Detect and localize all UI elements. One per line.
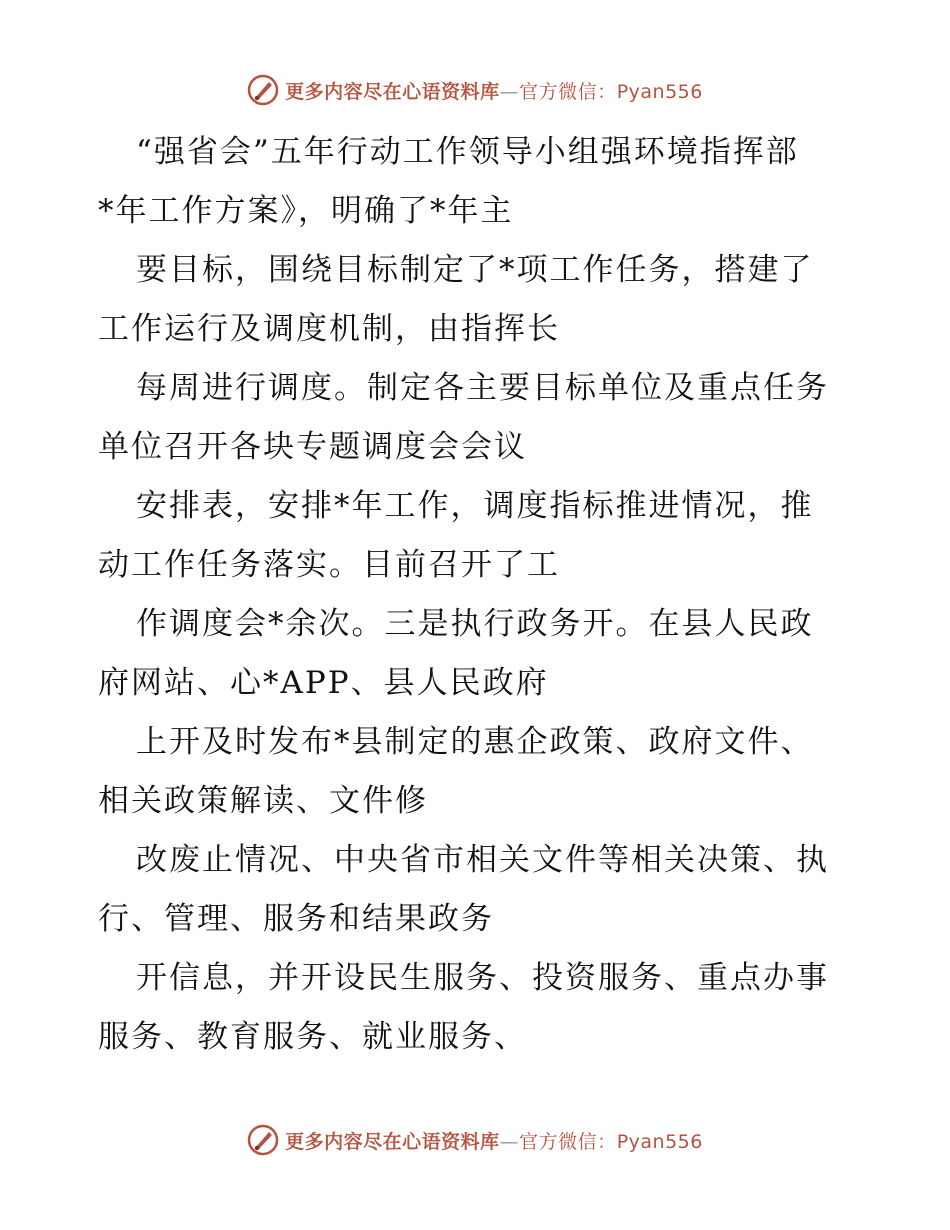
quill-logo-icon bbox=[247, 1124, 279, 1156]
text-line: 动工作任务落实。目前召开了工 bbox=[98, 547, 560, 583]
text-line: *年工作方案》，明确了*年主 bbox=[98, 193, 514, 229]
text-line: 府网站、心*APP、县人民政府 bbox=[98, 665, 549, 701]
watermark-separator: — bbox=[499, 80, 520, 103]
text-line: 服务、教育服务、就业服务、 bbox=[98, 1019, 527, 1055]
text-line: 行、管理、服务和结果政务 bbox=[98, 901, 494, 937]
watermark-wechat-label: 官方微信： bbox=[519, 80, 617, 103]
text-line: 作调度会*余次。三是执行政务开。在县人民政 bbox=[136, 606, 814, 642]
text-line: 每周进行调度。制定各主要目标单位及重点任务 bbox=[136, 370, 829, 406]
text-line: 要目标，围绕目标制定了*项工作任务，搭建了 bbox=[136, 252, 814, 288]
text-line: 单位召开各块专题调度会会议 bbox=[98, 429, 527, 465]
text-line: “强省会”五年行动工作领导小组强环境指挥部 bbox=[136, 134, 799, 170]
text-line: 开信息，并开设民生服务、投资服务、重点办事 bbox=[136, 960, 829, 996]
header-watermark bbox=[0, 70, 950, 110]
watermark-text bbox=[285, 77, 703, 104]
watermark-wechat-label: 官方微信： bbox=[519, 1130, 617, 1153]
document-body bbox=[98, 123, 858, 1067]
watermark-wechat-id: Pyan556 bbox=[616, 80, 703, 103]
footer-watermark bbox=[0, 1120, 950, 1160]
text-line: 改废止情况、中央省市相关文件等相关决策、执 bbox=[136, 842, 829, 878]
text-line: 安排表，安排*年工作，调度指标推进情况，推 bbox=[136, 488, 814, 524]
watermark-main-text: 更多内容尽在心语资料库 bbox=[285, 80, 500, 103]
watermark-text bbox=[285, 1127, 703, 1154]
text-line: 工作运行及调度机制，由指挥长 bbox=[98, 311, 560, 347]
text-line: 相关政策解读、文件修 bbox=[98, 783, 428, 819]
watermark-wechat-id: Pyan556 bbox=[616, 1130, 703, 1153]
text-line: 上开及时发布*县制定的惠企政策、政府文件、 bbox=[136, 724, 814, 760]
quill-logo-icon bbox=[247, 74, 279, 106]
watermark-separator: — bbox=[499, 1130, 520, 1153]
watermark-main-text: 更多内容尽在心语资料库 bbox=[285, 1130, 500, 1153]
